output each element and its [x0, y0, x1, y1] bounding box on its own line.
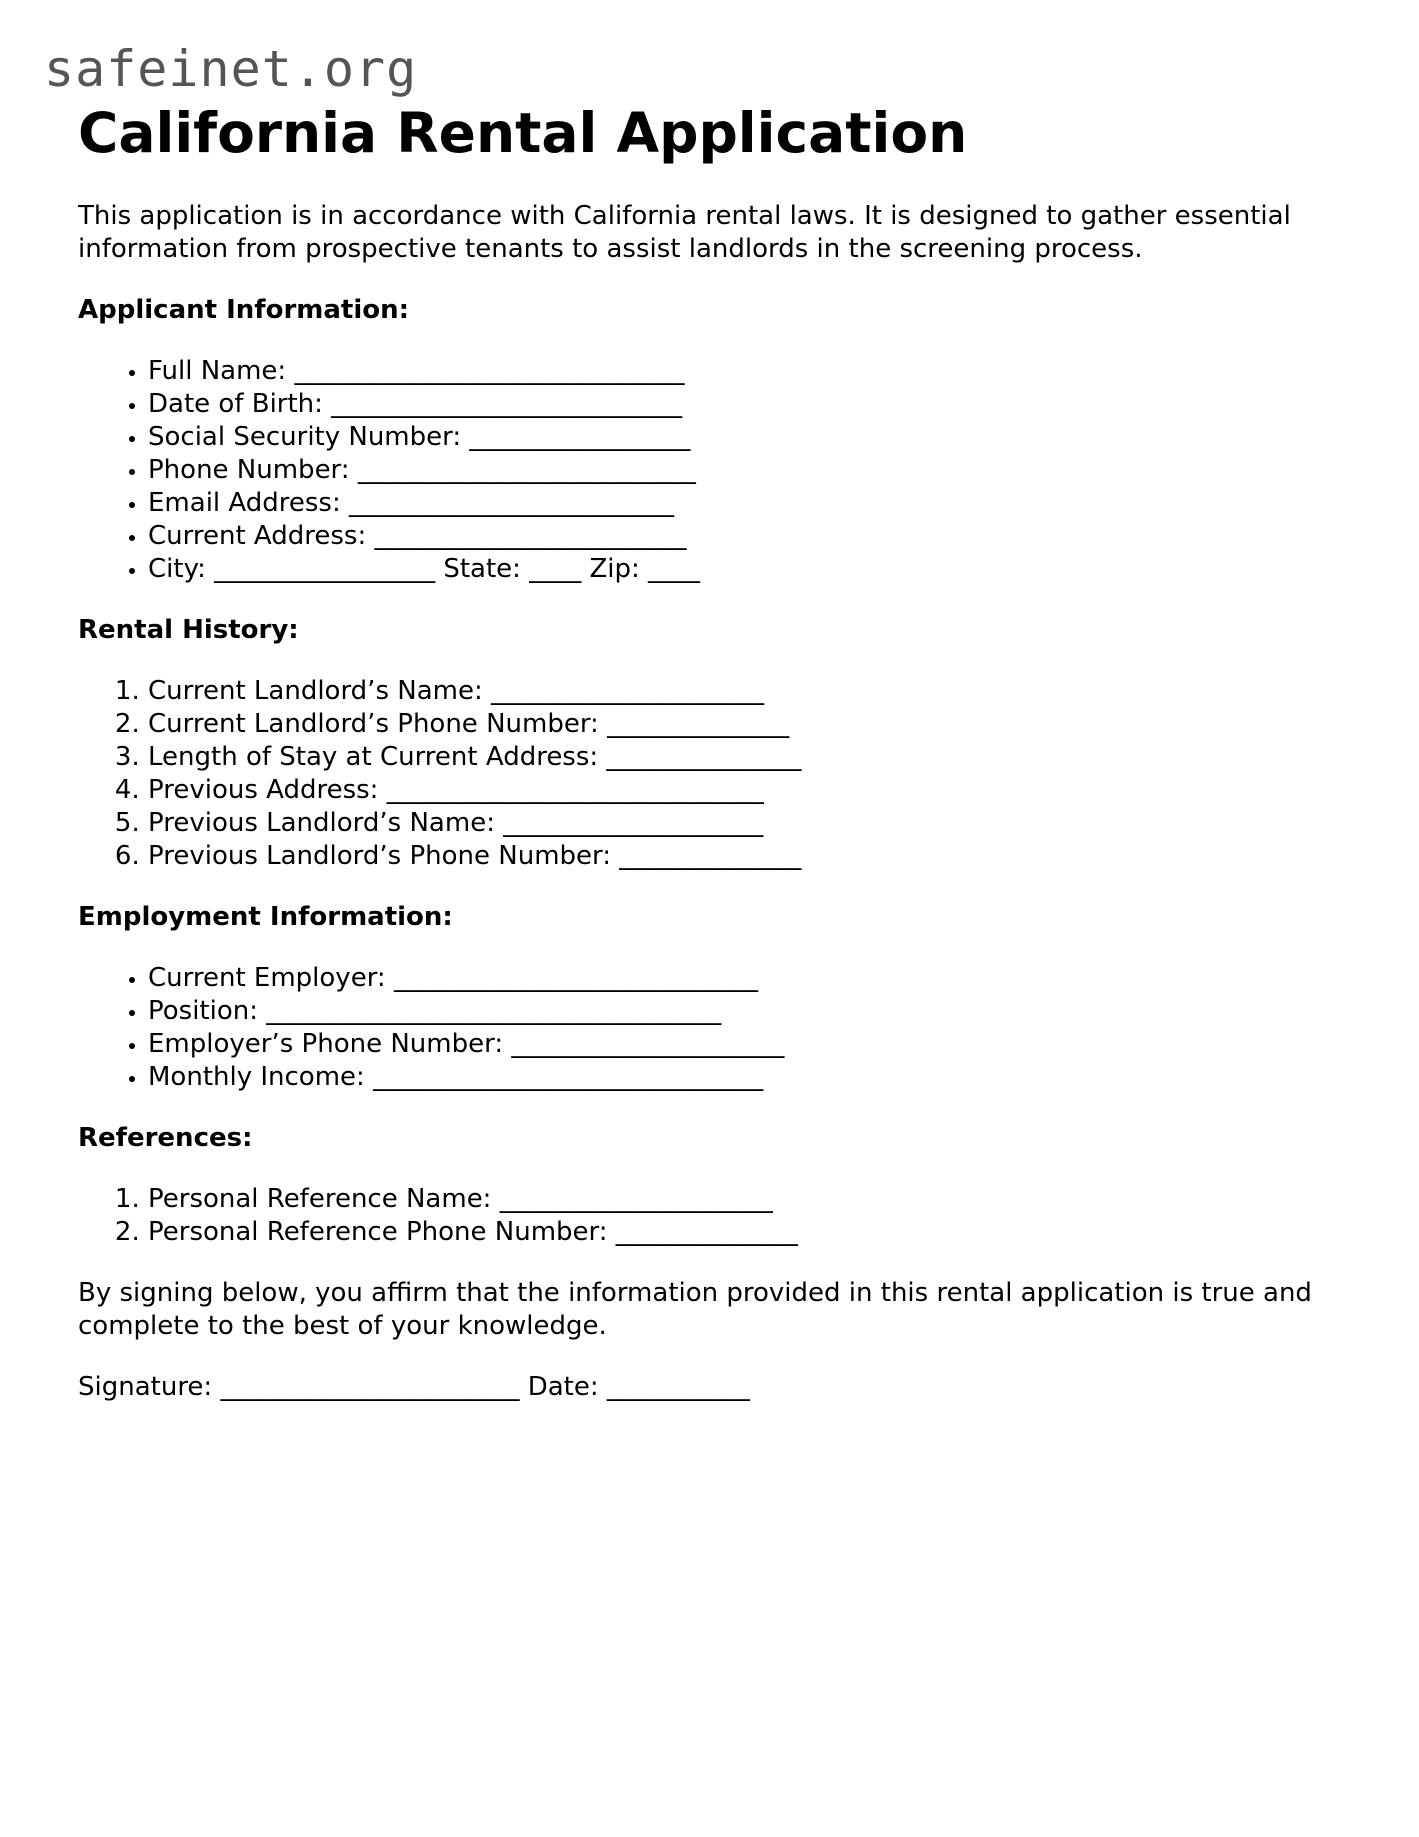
phone-number-field: • Phone Number: __________________________ — [148, 454, 1358, 487]
rental-history-heading: Rental History: — [78, 615, 299, 645]
document-page — [78, 98, 1358, 1404]
employment-info-heading: Employment Information: — [78, 902, 453, 932]
ssn-field: • Social Security Number: _________________ — [148, 421, 1358, 454]
rental-history-list — [78, 675, 1358, 873]
current-employer-field: • Current Employer: ____________________________ — [148, 962, 1358, 995]
employment-info-list — [78, 962, 1358, 1094]
current-landlord-phone-field: 2. Current Landlord’s Phone Number: ______________ — [148, 708, 1358, 741]
position-field: • Position: ___________________________________ — [148, 995, 1358, 1028]
full-name-field: • Full Name: ______________________________ — [148, 355, 1358, 388]
references-heading: References: — [78, 1123, 253, 1153]
previous-landlord-name-field: 5. Previous Landlord’s Name: ____________________ — [148, 807, 1358, 840]
city-state-zip-field: • City: _________________ State: ____ Zip: ____ — [148, 553, 1358, 586]
references-list — [78, 1183, 1358, 1249]
applicant-info-heading: Applicant Information: — [78, 295, 410, 325]
applicant-info-list — [78, 355, 1358, 586]
personal-reference-phone-field: 2. Personal Reference Phone Number: ______________ — [148, 1216, 1358, 1249]
employer-phone-field: • Employer’s Phone Number: _____________________ — [148, 1028, 1358, 1061]
personal-reference-name-field: 1. Personal Reference Name: _____________________ — [148, 1183, 1358, 1216]
date-of-birth-field: • Date of Birth: ___________________________ — [148, 388, 1358, 421]
previous-landlord-phone-field: 6. Previous Landlord’s Phone Number: ______________ — [148, 840, 1358, 873]
previous-address-field: 4. Previous Address: _____________________________ — [148, 774, 1358, 807]
email-address-field: • Email Address: _________________________ — [148, 487, 1358, 520]
affirmation-statement: By signing below, you affirm that the information provided in this rental application is true and complete to the best of your knowledge. — [78, 1278, 1312, 1341]
page-title: California Rental Application — [78, 101, 968, 165]
intro-paragraph: This application is in accordance with California rental laws. It is designed to gather essential information from prospective tenants to assist landlords in the screening process. — [78, 201, 1291, 264]
signature-date-line: Signature: _______________________ Date: ___________ — [78, 1372, 750, 1402]
current-landlord-name-field: 1. Current Landlord’s Name: _____________________ — [148, 675, 1358, 708]
current-address-field: • Current Address: ________________________ — [148, 520, 1358, 553]
monthly-income-field: • Monthly Income: ______________________________ — [148, 1061, 1358, 1094]
watermark: safeinet.org — [44, 40, 418, 98]
length-of-stay-field: 3. Length of Stay at Current Address: _______________ — [148, 741, 1358, 774]
